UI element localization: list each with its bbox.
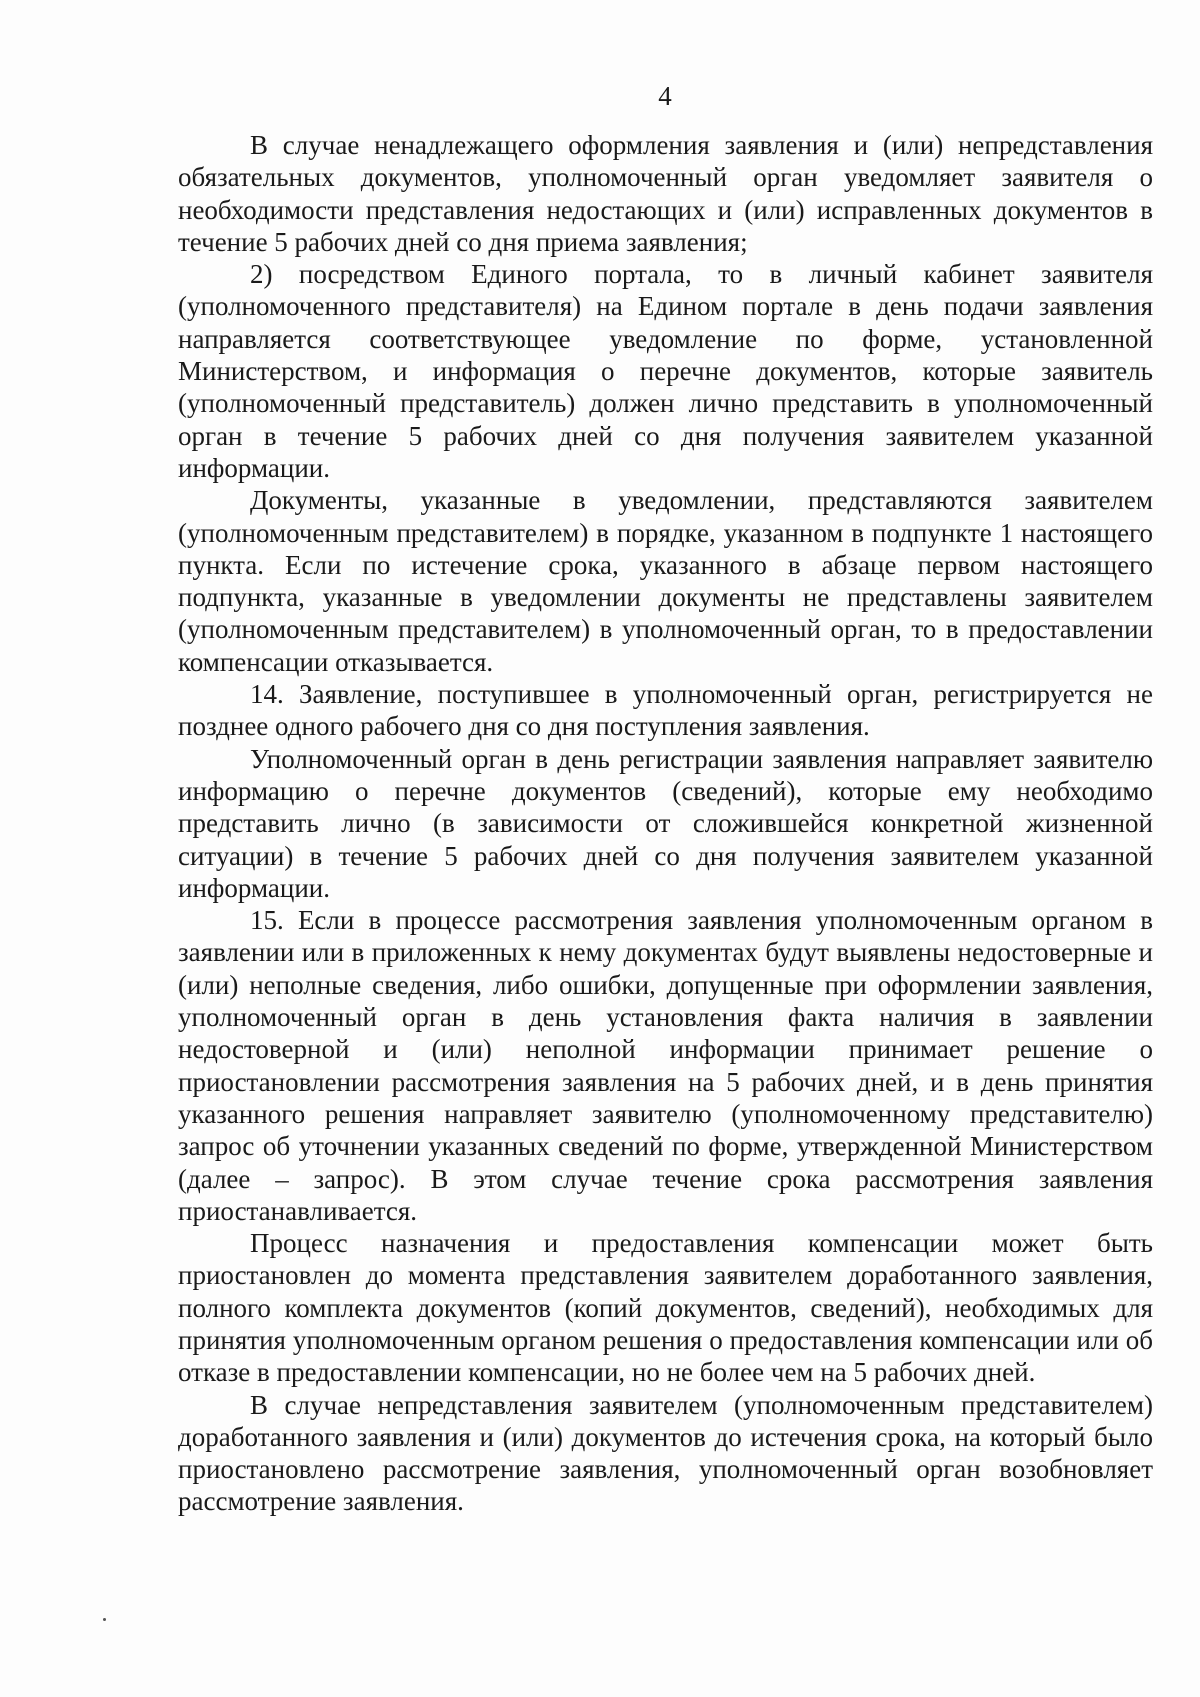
scan-speck xyxy=(103,1618,106,1621)
paragraph-subitem-2-portal: 2) посредством Единого портала, то в личный кабинет заявителя (уполномоченного представителя) на Едином портале в день подачи заявления направляется соответствующее уведомление по форме, установленной Министерством, и информация о перечне документов, которые заявитель (уполномоченный представитель) должен лично представить в уполномоченный орган в течение 5 рабочих дней со дня получения заявителем указанной информации. xyxy=(178,259,1153,483)
paragraph-notice-improper: В случае ненадлежащего оформления заявления и (или) непредставления обязательных документов, уполномоченный орган уведомляет заявителя о необходимости представления недостающих и (или) исправленных документов в течение 5 рабочих дней со дня приема заявления; xyxy=(178,130,1153,257)
paragraph-registration-info: Уполномоченный орган в день регистрации заявления направляет заявителю информацию о перечне документов (сведений), которые ему необходимо представить лично (в зависимости от сложившейся конкретной жизненной ситуации) в течение 5 рабочих дней со дня получения заявителем указанной информации. xyxy=(178,743,1153,903)
paragraph-resumption: В случае непредставления заявителем (уполномоченным представителем) доработанного заявления и (или) документов до истечения срока, на который было приостановлено рассмотрение заявления, уполномоченный орган возобновляет рассмотрение заявления. xyxy=(178,1389,1153,1517)
document-body xyxy=(178,129,1153,1518)
page-number: 4 xyxy=(658,81,672,111)
paragraph-item-14: 14. Заявление, поступившее в уполномоченный орган, регистрируется не позднее одного рабочего дня со дня поступления заявления. xyxy=(178,679,1153,742)
paragraph-documents-in-notice: Документы, указанные в уведомлении, представляются заявителем (уполномоченным представителем) в порядке, указанном в подпункте 1 настоящего пункта. Если по истечение срока, указанного в абзаце первом настоящего подпункта, указанные в уведомлении документы не представлены заявителем (уполномоченным представителем) в уполномоченный орган, то в предоставлении компенсации отказывается. xyxy=(178,485,1153,677)
paragraph-item-15: 15. Если в процессе рассмотрения заявления уполномоченным органом в заявлении или в приложенных к нему документах будут выявлены недостоверные и (или) неполные сведения, либо ошибки, допущенные при оформлении заявления, уполномоченный орган в день установления факта наличия в заявлении недостоверной и (или) неполной информации принимает решение о приостановлении рассмотрения заявления на 5 рабочих дней, и в день принятия указанного решения направляет заявителю (уполномоченному представителю) запрос об уточнении указанных сведений по форме, утвержденной Министерством (далее – запрос). В этом случае течение срока рассмотрения заявления приостанавливается. xyxy=(178,905,1153,1226)
paragraph-process-suspension: Процесс назначения и предоставления компенсации может быть приостановлен до момента представления заявителем доработанного заявления, полного комплекта документов (копий документов, сведений), необходимых для принятия уполномоченным органом решения о предоставления компенсации или об отказе в предоставлении компенсации, но не более чем на 5 рабочих дней. xyxy=(178,1228,1153,1388)
